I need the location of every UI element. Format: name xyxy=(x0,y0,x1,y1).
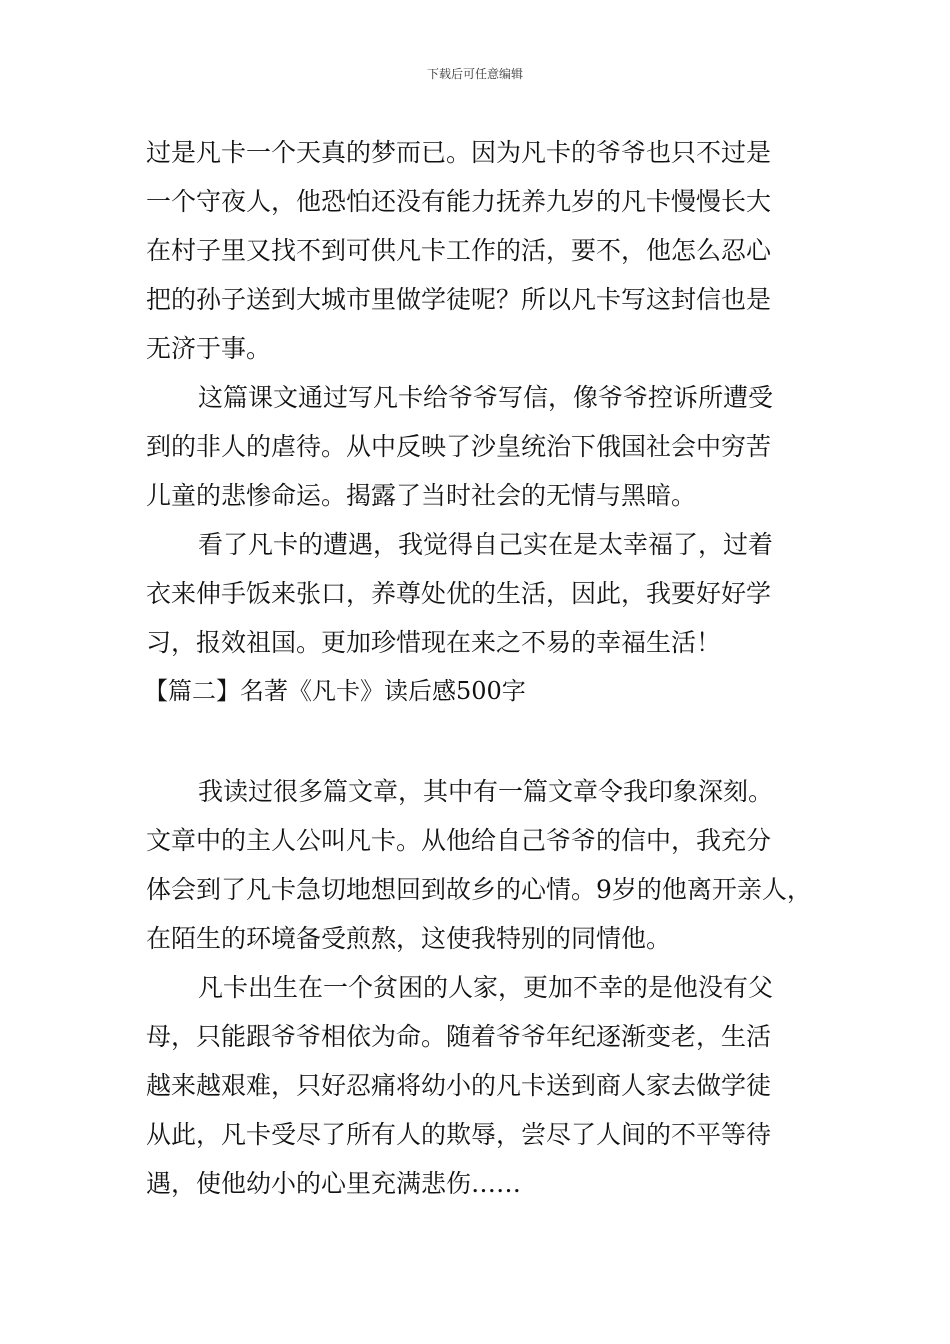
text-line: 无济于事。 xyxy=(146,334,272,363)
paragraph-start-line: 看了凡卡的遭遇，我觉得自己实在是太幸福了，过着 xyxy=(198,530,774,559)
page-header: 下载后可任意编辑 xyxy=(426,67,523,81)
text-line: 衣来伸手饭来张口，养尊处优的生活，因此，我要好好学 xyxy=(146,579,772,608)
paragraph-start-line: 这篇课文通过写凡卡给爷爷写信，像爷爷控诉所遭受 xyxy=(198,383,774,412)
blank-space xyxy=(146,716,816,767)
text-line: 越来越艰难，只好忍痛将幼小的凡卡送到商人家去做学徒 xyxy=(146,1071,772,1100)
text-line: 从此，凡卡受尽了所有人的欺辱，尝尽了人间的不平等待 xyxy=(146,1120,772,1149)
text-line: 一个守夜人，他恐怕还没有能力抚养九岁的凡卡慢慢长大 xyxy=(146,187,772,216)
text-line: 在村子里又找不到可供凡卡工作的活，要不，他怎么忍心 xyxy=(146,236,772,265)
text-line: 儿童的悲惨命运。揭露了当时社会的无情与黑暗。 xyxy=(146,481,697,510)
text-line: 到的非人的虐待。从中反映了沙皇统治下俄国社会中穷苦 xyxy=(146,432,772,461)
text-line: 过是凡卡一个天真的梦而已。因为凡卡的爷爷也只不过是 xyxy=(146,138,772,167)
text-line: 遇，使他幼小的心里充满悲伤…… xyxy=(146,1169,522,1198)
text-line: 体会到了凡卡急切地想回到故乡的心情。9岁的他离开亲人， xyxy=(146,875,812,904)
document-body xyxy=(146,128,816,1208)
text-line: 母，只能跟爷爷相依为命。随着爷爷年纪逐渐变老，生活 xyxy=(146,1022,772,1051)
text-line: 文章中的主人公叫凡卡。从他给自己爷爷的信中，我充分 xyxy=(146,826,772,855)
section-heading: 【篇二】名著《凡卡》读后感500字 xyxy=(144,677,526,705)
paragraph-start-line: 我读过很多篇文章，其中有一篇文章令我印象深刻。 xyxy=(198,777,774,806)
text-line: 习，报效祖国。更加珍惜现在来之不易的幸福生活！ xyxy=(146,628,722,657)
paragraph-start-line: 凡卡出生在一个贫困的人家，更加不幸的是他没有父 xyxy=(198,973,774,1002)
text-line: 把的孙子送到大城市里做学徒呢？所以凡卡写这封信也是 xyxy=(146,285,772,314)
text-line: 在陌生的环境备受煎熬，这使我特别的同情他。 xyxy=(146,924,672,953)
